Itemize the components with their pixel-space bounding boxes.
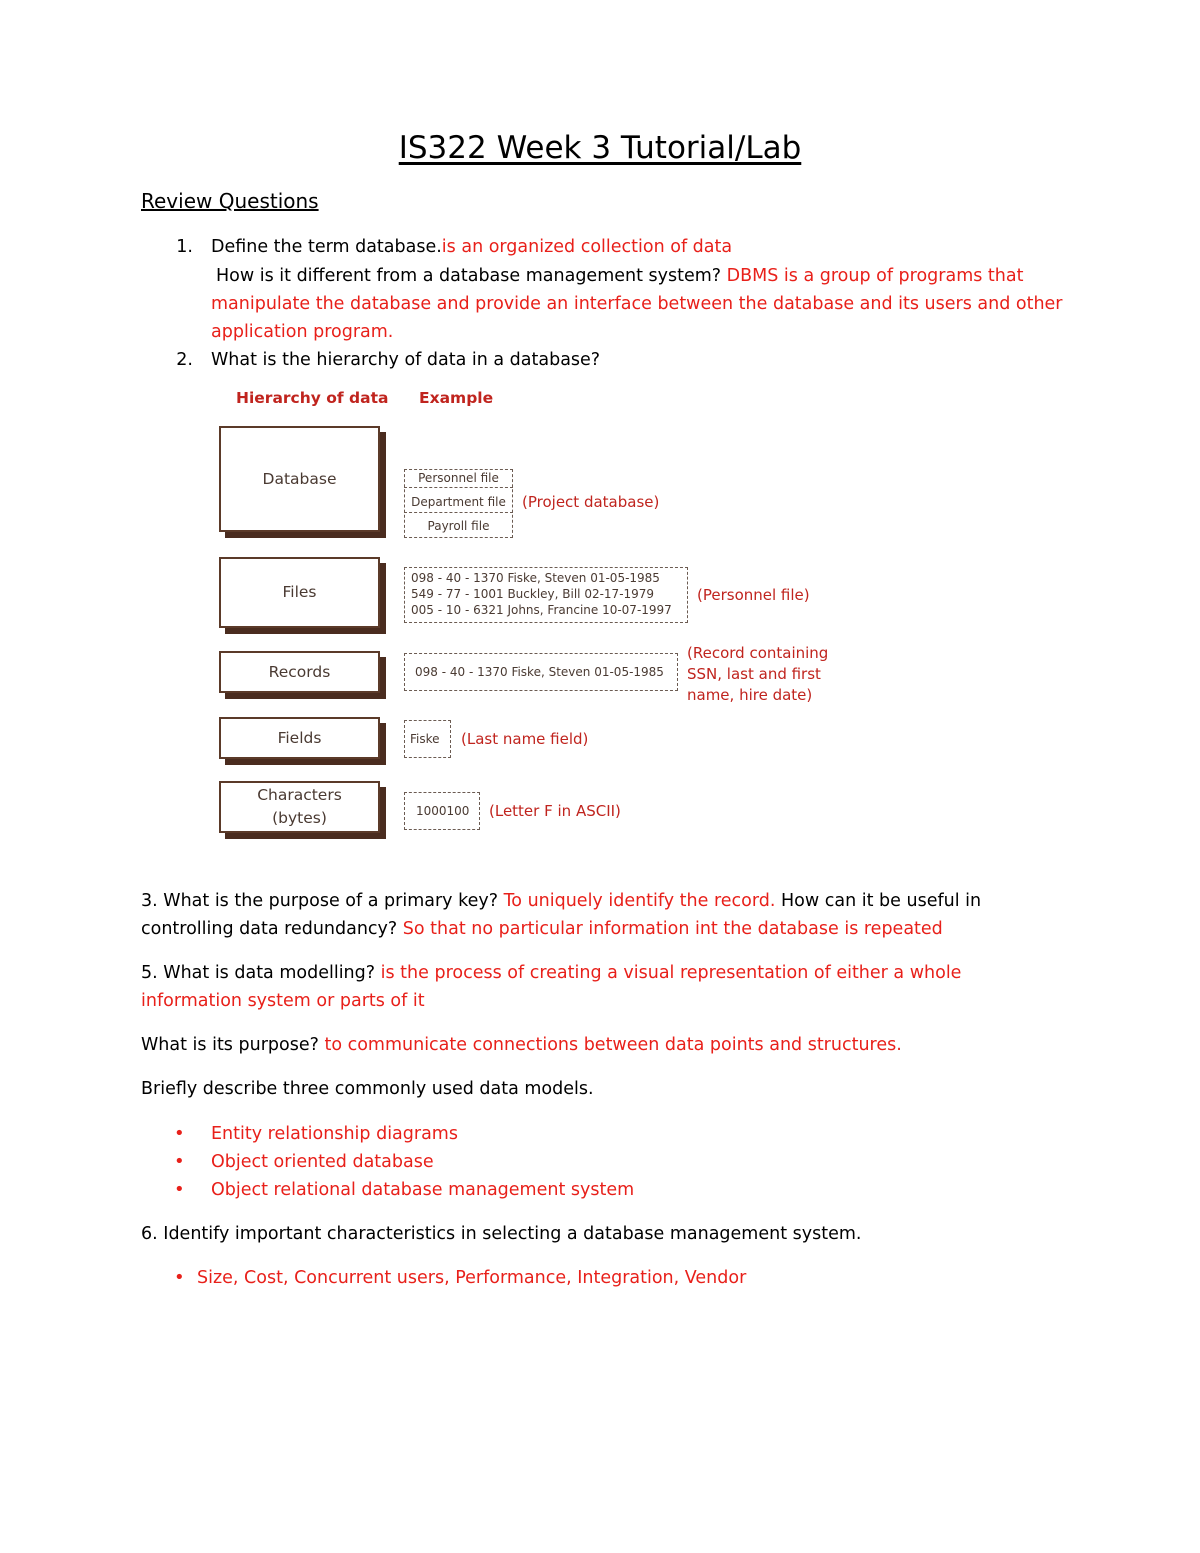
q2-question: What is the hierarchy of data in a database? — [211, 350, 601, 370]
db-item-department: Department file — [411, 495, 506, 509]
diagram-col-example: Example — [419, 389, 494, 407]
db-item-payroll: Payroll file — [427, 519, 490, 533]
char-example-box — [404, 792, 480, 830]
q3-question-a: What is the purpose of a primary key? — [163, 891, 498, 911]
q3-question-b-1: How can it be useful in — [781, 891, 982, 911]
model-item-1: Entity relationship diagrams — [211, 1124, 458, 1144]
q3-answer-a: To uniquely identify the record. — [503, 891, 776, 911]
record-example-box — [404, 653, 678, 691]
bullet-icon: • — [174, 1179, 185, 1200]
level-fields: Fields — [219, 717, 380, 759]
q5-question: What is data modelling? — [163, 963, 376, 983]
record-row: 098 - 40 - 1370 Fiske, Steven 01-05-1985 — [415, 665, 664, 679]
page-title: IS322 Week 3 Tutorial/Lab — [398, 130, 802, 166]
bullet-icon: • — [174, 1267, 185, 1288]
record-example-label-1: (Record containing — [687, 644, 829, 662]
q6-question: Identify important characteristics in selecting a database management system. — [163, 1224, 862, 1244]
q3-number: 3. — [141, 891, 158, 911]
q5-number: 5. — [141, 963, 158, 983]
db-example-label: (Project database) — [522, 493, 660, 511]
q5-purpose-question: What is its purpose? — [141, 1035, 319, 1055]
db-divider-2 — [404, 512, 513, 513]
q6-answer: Size, Cost, Concurrent users, Performance, Integration, Vendor — [197, 1268, 747, 1288]
q6-number: 6. — [141, 1224, 158, 1244]
q3-question-b-2: controlling data redundancy? — [141, 919, 398, 939]
model-item-2: Object oriented database — [211, 1152, 434, 1172]
db-divider-1 — [404, 487, 513, 488]
file-row-1: 098 - 40 - 1370 Fiske, Steven 01-05-1985 — [411, 571, 660, 585]
diagram-col-hierarchy: Hierarchy of data — [236, 389, 389, 407]
q2-number: 2. — [176, 350, 193, 370]
q5-purpose-answer: to communicate connections between data points and structures. — [324, 1035, 902, 1055]
field-value: Fiske — [410, 732, 440, 746]
level-characters: Characters (bytes) — [219, 781, 380, 833]
q1-answer-b-2: manipulate the database and provide an interface between the database and its users and other — [211, 294, 1063, 314]
q1-answer-a: is an organized collection of data — [441, 237, 733, 257]
bullet-icon: • — [174, 1123, 185, 1144]
record-example-label-2: SSN, last and first — [687, 665, 821, 683]
char-example-label: (Letter F in ASCII) — [489, 802, 621, 820]
field-example-box — [404, 720, 451, 758]
q1-question-b: How is it different from a database management system? — [216, 266, 722, 286]
q3-line2 — [141, 915, 943, 943]
q5-answer-2: information system or parts of it — [141, 991, 425, 1011]
q5-answer-1: is the process of creating a visual representation of either a whole — [380, 963, 962, 983]
level-files: Files — [219, 557, 380, 628]
level-records: Records — [219, 651, 380, 693]
q6-line — [141, 1220, 861, 1248]
q1-answer-b-1: DBMS is a group of programs that — [726, 266, 1024, 286]
char-value: 1000100 — [416, 804, 470, 818]
q1-answer-b-3: application program. — [211, 322, 394, 342]
q1-number: 1. — [176, 237, 193, 257]
file-row-2: 549 - 77 - 1001 Buckley, Bill 02-17-1979 — [411, 587, 655, 601]
q5-purpose-line — [141, 1031, 902, 1059]
model-item-3: Object relational database management system — [211, 1180, 635, 1200]
record-example-label-3: name, hire date) — [687, 686, 813, 704]
file-example-label: (Personnel file) — [697, 586, 810, 604]
q5-models-question: Briefly describe three commonly used data models. — [141, 1079, 594, 1099]
q3-line1 — [141, 887, 981, 915]
q5-line1 — [141, 959, 961, 987]
field-example-label: (Last name field) — [461, 730, 589, 748]
level-database: Database — [219, 426, 380, 532]
q3-answer-b: So that no particular information int the database is repeated — [402, 919, 943, 939]
bullet-icon: • — [174, 1151, 185, 1172]
q1-question-a: Define the term database. — [211, 237, 442, 257]
file-row-3: 005 - 10 - 6321 Johns, Francine 10-07-1997 — [411, 603, 672, 617]
file-example-box — [404, 567, 688, 623]
db-item-personnel: Personnel file — [418, 471, 499, 485]
section-heading: Review Questions — [141, 189, 319, 213]
